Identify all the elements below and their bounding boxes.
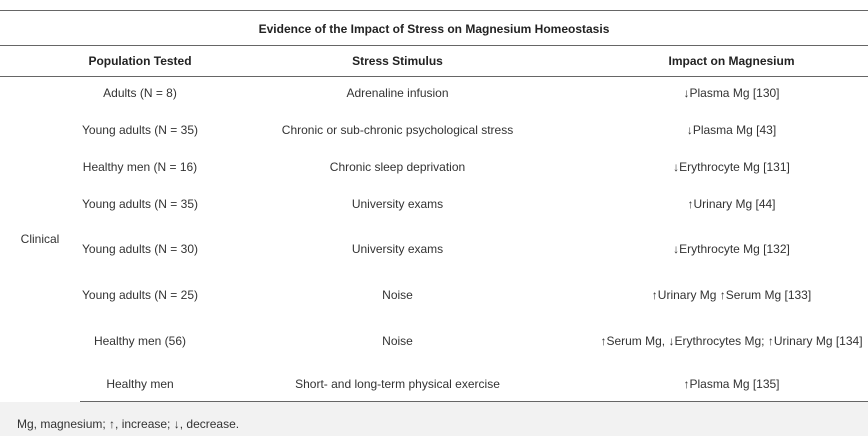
table-row — [0, 110, 868, 150]
table-row — [0, 316, 868, 367]
population-cell: Healthy men (N = 16) — [82, 159, 198, 174]
header-row — [0, 46, 868, 77]
impact-cell: ↓Plasma Mg [43] — [686, 122, 777, 137]
stimulus-cell: Noise — [382, 334, 413, 348]
stimulus-cell: University exams — [351, 242, 444, 256]
header-impact: Impact on Magnesium — [595, 46, 868, 77]
table-row — [0, 367, 868, 402]
population-cell: Young adults (N = 30) — [82, 242, 198, 256]
stimulus-cell: University exams — [351, 196, 444, 211]
table-row — [0, 77, 868, 110]
impact-cell: ↓Plasma Mg [130] — [683, 86, 780, 101]
table-title: Evidence of the Impact of Stress on Magnesium Homeostasis — [0, 10, 868, 46]
stimulus-cell: Chronic sleep deprivation — [329, 159, 466, 174]
population-cell: Healthy men — [80, 367, 200, 402]
impact-cell: ↑Plasma Mg [135] — [595, 367, 868, 402]
table-row — [0, 224, 868, 275]
stimulus-cell: Chronic or sub-chronic psychological stress — [281, 122, 514, 137]
group-label: Clinical — [20, 232, 60, 247]
impact-cell: ↓Erythrocyte Mg [132] — [673, 242, 790, 256]
impact-cell: ↑Urinary Mg [44] — [687, 196, 776, 211]
stimulus-cell: Adrenaline infusion — [346, 86, 449, 101]
header-group — [0, 46, 80, 77]
impact-cell: ↑Serum Mg, ↓Erythrocytes Mg; ↑Urinary Mg [134] — [600, 334, 863, 348]
header-population: Population Tested — [80, 46, 200, 77]
population-cell: Young adults (N = 25) — [82, 288, 198, 302]
data-table — [0, 46, 868, 402]
footnote-bar — [0, 402, 868, 436]
header-stimulus: Stress Stimulus — [200, 46, 595, 77]
table-row — [0, 150, 868, 184]
population-cell: Healthy men (56) — [93, 334, 187, 348]
table-row — [0, 184, 868, 224]
table-row — [0, 275, 868, 316]
impact-cell: ↑Urinary Mg ↑Serum Mg [133] — [651, 288, 812, 302]
stimulus-cell: Noise — [382, 288, 413, 302]
impact-cell: ↓Erythrocyte Mg [131] — [673, 159, 790, 174]
population-cell: Young adults (N = 35) — [82, 122, 198, 137]
stimulus-cell: Short- and long-term physical exercise — [200, 367, 595, 402]
footnote: Mg, magnesium; ↑, increase; ↓, decrease. — [17, 417, 240, 431]
population-cell: Young adults (N = 35) — [82, 196, 198, 211]
population-cell: Adults (N = 8) — [103, 86, 177, 101]
